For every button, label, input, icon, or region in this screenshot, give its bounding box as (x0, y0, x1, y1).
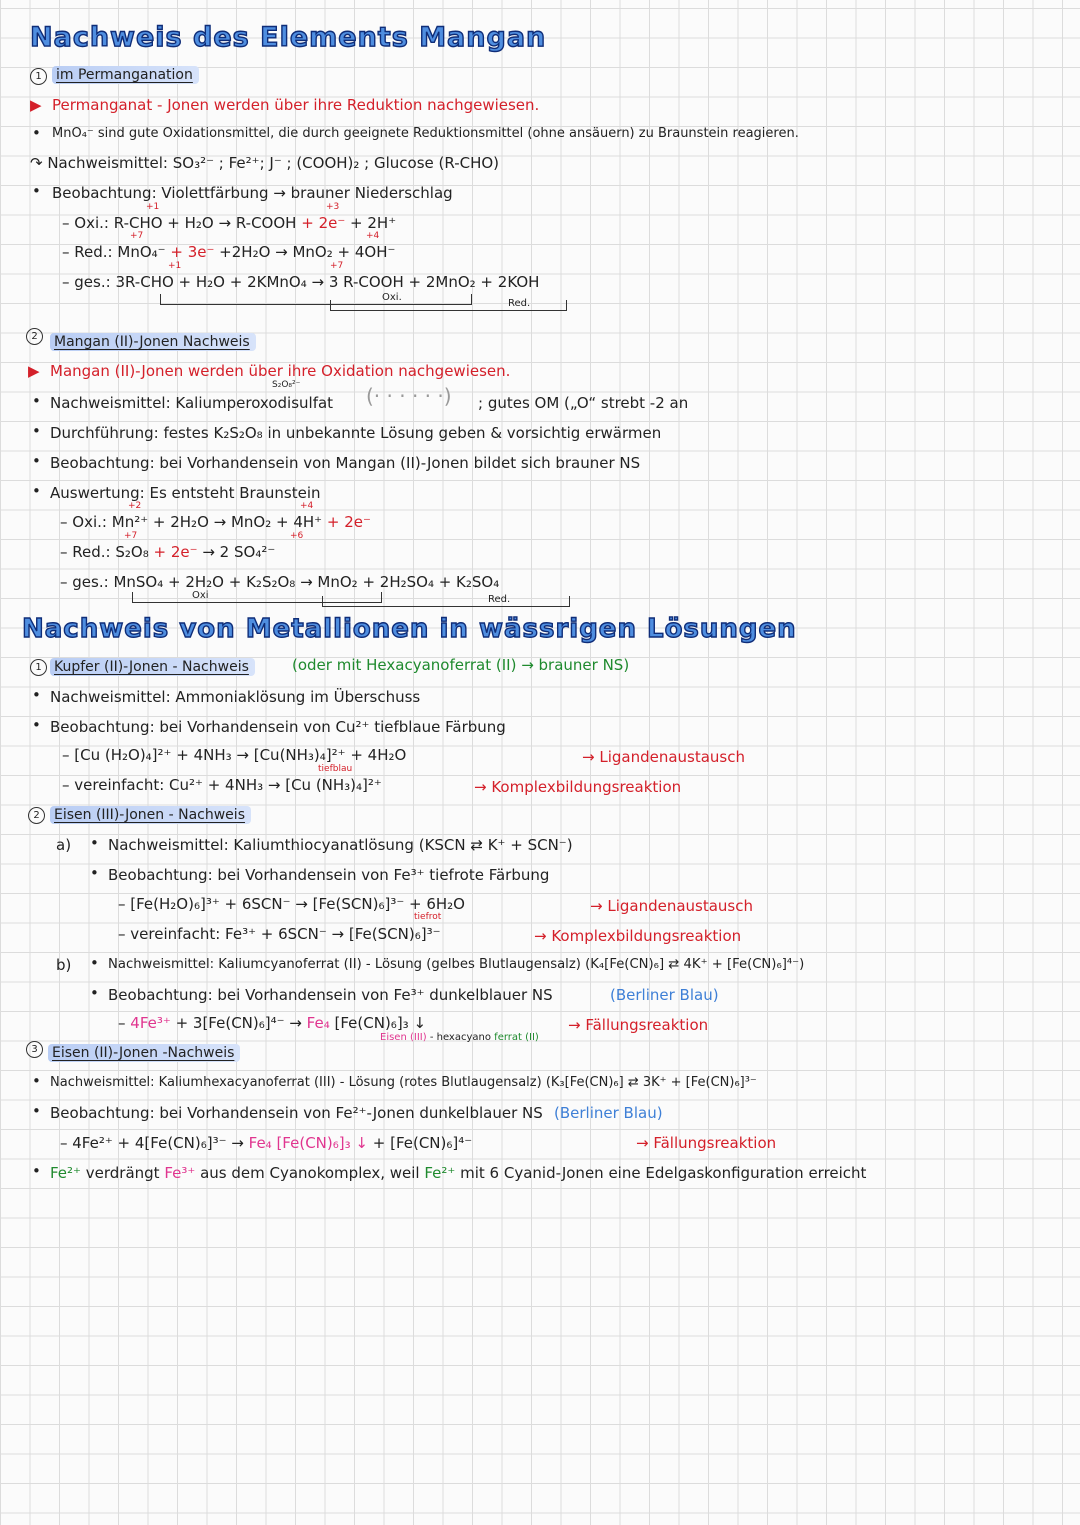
section-title-mangan: Nachweis des Elements Mangan (30, 22, 547, 53)
equation: – [Fe(H₂O)₆]³⁺ + 6SCN⁻ → [Fe(SCN)₆]³⁻ + 6H₂O (118, 895, 465, 913)
equation: – vereinfacht: Fe³⁺ + 6SCN⁻ → [Fe(SCN)₆]³⁻ (118, 925, 441, 943)
item-label: b) (56, 956, 72, 974)
text-line: Nachweismittel: Kaliumperoxodisulfat (50, 394, 334, 412)
reaction-red: – Red.: S₂O₈ + 2e⁻ → 2 SO₄²⁻ (60, 543, 276, 561)
bullet: • (32, 1072, 41, 1090)
ox-number: +1 (168, 261, 182, 271)
text-line: Beobachtung: bei Vorhandensein von Cu²⁺ tiefblaue Färbung (50, 718, 506, 736)
text-line: Mangan (II)-Jonen werden über ihre Oxidation nachgewiesen. (50, 362, 511, 380)
ox-number: +7 (130, 231, 144, 241)
number-badge: 2 (26, 328, 43, 345)
sub-heading-mangan-ii: Mangan (II)-Jonen Nachweis (50, 333, 256, 351)
equation-note: → Ligandenaustausch (582, 748, 746, 766)
number-badge: 2 (28, 807, 45, 824)
bullet: • (32, 124, 41, 142)
bullet: • (90, 984, 99, 1002)
bullet-arrow: ▶ (30, 96, 42, 114)
bracket-label: Red. (488, 594, 511, 605)
equation: – 4Fe²⁺ + 4[Fe(CN)₆]³⁻ → Fe₄ [Fe(CN)₆]₃ ↓ + [Fe(CN)₆]⁴⁻ (60, 1134, 473, 1152)
ox-number: +4 (300, 501, 314, 511)
sub-heading-kupfer: Kupfer (II)-Jonen - Nachweis (50, 658, 255, 676)
equation-note: → Komplexbildungsreaktion (534, 927, 742, 945)
text-line: Permanganat - Jonen werden über ihre Reduktion nachgewiesen. (52, 96, 540, 114)
kupfer-note: (oder mit Hexacyanoferrat (II) → brauner NS) (292, 656, 630, 674)
text-line: Nachweismittel: Kaliumhexacyanoferrat (III) - Lösung (rotes Blutlaugensalz) (K₃[Fe(CN)₆] ⇄ 3K⁺ + [Fe(CN)₆]³⁻ (50, 1075, 757, 1090)
ox-number: +7 (124, 531, 138, 541)
text-line: ↷ Nachweismittel: SO₃²⁻ ; Fe²⁺; J⁻ ; (COOH)₂ ; Glucose (R-CHO) (30, 154, 500, 172)
ox-number: +1 (146, 202, 160, 212)
ox-number: +7 (330, 261, 344, 271)
item-label: a) (56, 836, 72, 854)
ox-number: +4 (366, 231, 380, 241)
small-note: tiefrot (414, 912, 442, 922)
ox-number: +3 (326, 202, 340, 212)
number-badge: 1 (30, 68, 47, 85)
equation: – vereinfacht: Cu²⁺ + 4NH₃ → [Cu (NH₃)₄]²⁺ (62, 776, 382, 794)
bullet: • (32, 452, 41, 470)
equation-note: → Fällungsreaktion (568, 1016, 709, 1034)
bullet: • (90, 954, 99, 972)
ox-number: +6 (290, 531, 304, 541)
bullet: • (32, 482, 41, 500)
text-line: Beobachtung: bei Vorhandensein von Fe²⁺-Jonen dunkelblauer NS (50, 1104, 543, 1122)
text-line: Auswertung: Es entsteht Braunstein (50, 484, 321, 502)
text-line: Nachweismittel: Kaliumthiocyanatlösung (KSCN ⇄ K⁺ + SCN⁻) (108, 836, 573, 854)
equation-note: → Fällungsreaktion (636, 1134, 777, 1152)
bracket-label: Oxi (192, 590, 209, 601)
equation: – [Cu (H₂O)₄]²⁺ + 4NH₃ → [Cu(NH₃)₄]²⁺ + 4H₂O (62, 746, 407, 764)
number-badge: 1 (30, 659, 47, 676)
bracket-label: Red. (508, 298, 531, 309)
berliner-blau-note: (Berliner Blau) (610, 986, 719, 1004)
bracket-label: Oxi. (382, 292, 402, 303)
bullet: • (90, 834, 99, 852)
reaction-red: – Red.: MnO₄⁻ + 3e⁻ +2H₂O → MnO₂ + 4OH⁻ (62, 243, 396, 261)
text-line: Durchführung: festes K₂S₂O₈ in unbekannte Lösung geben & vorsichtig erwärmen (50, 424, 662, 442)
text-line: Fe²⁺ verdrängt Fe³⁺ aus dem Cyanokomplex, weil Fe²⁺ mit 6 Cyanid-Jonen eine Edelgaskonfiguration erreicht (50, 1164, 867, 1182)
small-note: Eisen (III) - hexacyano ferrat (II) (380, 1032, 539, 1043)
text-line: Beobachtung: bei Vorhandensein von Fe³⁺ tiefrote Färbung (108, 866, 550, 884)
text-line: MnO₄⁻ sind gute Oxidationsmittel, die durch geeignete Reduktionsmittel (ohne ansäuern) zu Braunstein reagieren. (52, 126, 799, 141)
bullet: • (32, 422, 41, 440)
text-line: Nachweismittel: Ammoniaklösung im Überschuss (50, 688, 421, 706)
reaction-oxi: – Oxi.: Mn²⁺ + 2H₂O → MnO₂ + 4H⁺ + 2e⁻ (60, 513, 371, 531)
structure-formula: (· · · · · ·) (366, 384, 452, 408)
bullet: • (32, 392, 41, 410)
text-line: Nachweismittel: Kaliumcyanoferrat (II) - Lösung (gelbes Blutlaugensalz) (K₄[Fe(CN)₆] ⇄ 4K⁺ + [Fe(CN)₆]⁴⁻) (108, 957, 805, 972)
number-badge: 3 (26, 1041, 43, 1058)
bullet: • (32, 182, 41, 200)
text-line: Beobachtung: bei Vorhandensein von Fe³⁺ dunkelblauer NS (108, 986, 553, 1004)
text-line: ; gutes OM („O“ strebt -2 an (478, 394, 689, 412)
equation: – 4Fe³⁺ + 3[Fe(CN)₆]⁴⁻ → Fe₄ [Fe(CN)₆]₃ ↓ (118, 1014, 427, 1032)
formula-note: S₂O₈²⁻ (272, 380, 301, 390)
bracket-red (330, 300, 567, 311)
berliner-blau-note: (Berliner Blau) (554, 1104, 663, 1122)
sub-heading-permanganat: im Permanganation (52, 66, 199, 84)
bullet: • (90, 864, 99, 882)
small-note: tiefblau (318, 764, 353, 774)
sub-heading-eisen-iii: Eisen (III)-Jonen - Nachweis (50, 806, 251, 824)
bracket-red (322, 596, 570, 607)
reaction-ges: – ges.: MnSO₄ + 2H₂O + K₂S₂O₈ → MnO₂ + 2H₂SO₄ + K₂SO₄ (60, 573, 500, 591)
sub-heading-eisen-ii: Eisen (II)-Jonen -Nachweis (48, 1044, 240, 1062)
bullet: • (32, 716, 41, 734)
bullet-arrow: ▶ (28, 362, 40, 380)
reaction-ges: – ges.: 3R-CHO + H₂O + 2KMnO₄ → 3 R-COOH + 2MnO₂ + 2KOH (62, 273, 540, 291)
text-line: Beobachtung: Violettfärbung → brauner Niederschlag (52, 184, 453, 202)
bullet: • (32, 686, 41, 704)
equation-note: → Komplexbildungsreaktion (474, 778, 682, 796)
text-line: Beobachtung: bei Vorhandensein von Mangan (II)-Jonen bildet sich brauner NS (50, 454, 641, 472)
reaction-oxi: – Oxi.: R-CHO + H₂O → R-COOH + 2e⁻ + 2H⁺ (62, 214, 397, 232)
equation-note: → Ligandenaustausch (590, 897, 754, 915)
bullet: • (32, 1162, 41, 1180)
bullet: • (32, 1102, 41, 1120)
section-title-metallionen: Nachweis von Metallionen in wässrigen Lösungen (22, 614, 797, 644)
ox-number: +2 (128, 501, 142, 511)
